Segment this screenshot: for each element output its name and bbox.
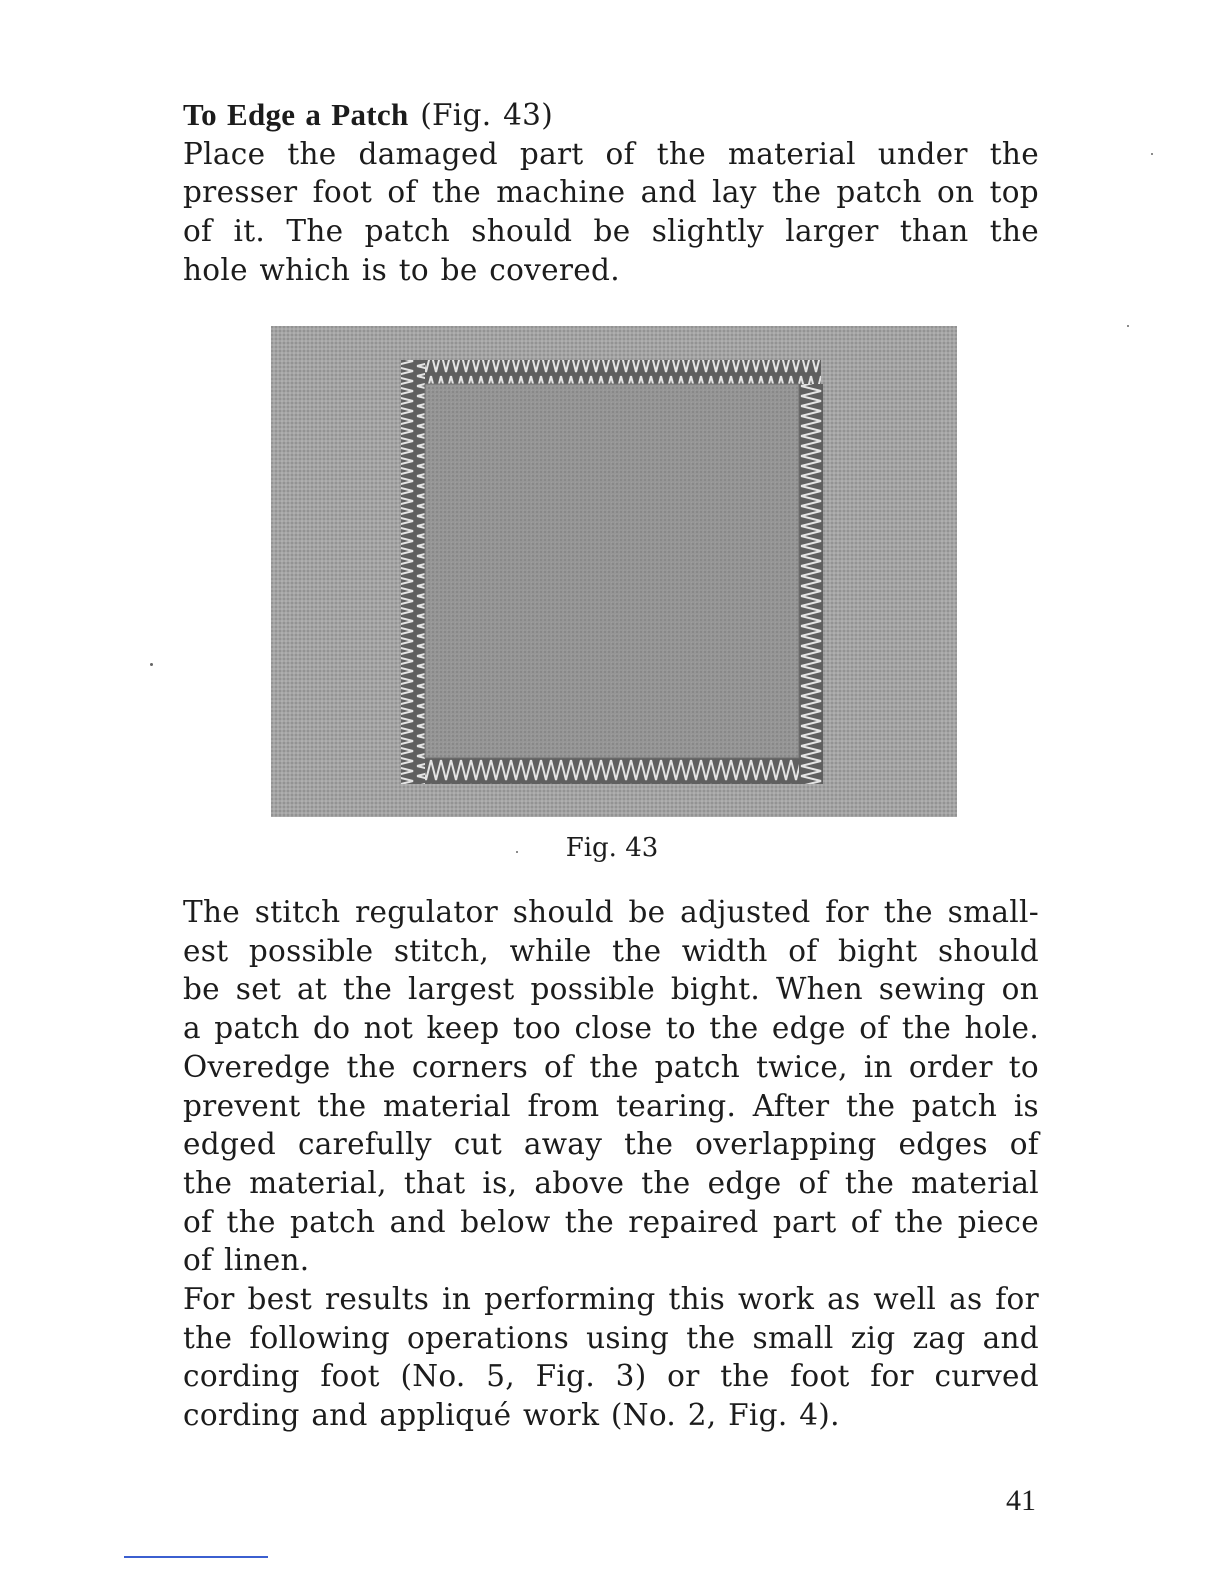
patch-fabric xyxy=(401,360,821,784)
body-line: The stitch regulator should be adjusted for the small- xyxy=(183,895,1039,929)
scan-speck xyxy=(516,851,518,853)
body-line: a patch do not keep too close to the edge of the hole. xyxy=(183,1011,1039,1046)
intro-line: of it. The patch should be slightly larger than the xyxy=(183,214,1039,249)
body-line: Overedge the corners of the patch twice, in order to xyxy=(183,1049,1039,1084)
intro-line: presser foot of the machine and lay the patch on top xyxy=(183,175,1039,210)
intro-section xyxy=(183,96,1039,290)
heading-figure-ref: (Fig. 43) xyxy=(420,98,554,132)
body-line: est possible stitch, while the width of bight should xyxy=(183,933,1039,968)
body-line: edged carefully cut away the overlapping edges of xyxy=(183,1127,1039,1162)
zigzag-stitch-bottom xyxy=(401,758,821,784)
body-line: cording and appliqué work (No. 2, Fig. 4). xyxy=(183,1398,840,1433)
body-line: For best results in performing this work as well as for xyxy=(183,1282,1039,1317)
figure-caption: Fig. 43 xyxy=(565,833,659,863)
zigzag-stitch-right xyxy=(799,384,823,784)
body-line: cording foot (No. 5, Fig. 3) or the foot for curved xyxy=(183,1359,1039,1394)
scan-speck xyxy=(150,663,153,666)
section-heading xyxy=(183,96,1039,135)
zigzag-stitch-top xyxy=(401,360,821,384)
scan-speck xyxy=(1151,153,1153,155)
intro-line: Place the damaged part of the material under the xyxy=(183,136,1039,171)
scan-speck xyxy=(1127,325,1129,327)
body-section xyxy=(183,893,1039,1435)
body-line: prevent the material from tearing. After the patch is xyxy=(183,1088,1039,1123)
body-line: the following operations using the small zig zag and xyxy=(183,1320,1039,1355)
body-line: the material, that is, above the edge of the material xyxy=(183,1165,1039,1200)
body-line: be set at the largest possible bight. When sewing on xyxy=(183,972,1039,1007)
heading-title: To Edge a Patch xyxy=(183,97,409,132)
intro-line: hole which is to be covered. xyxy=(183,252,620,287)
page-number: 41 xyxy=(1006,1484,1036,1517)
body-line: of the patch and below the repaired part of the piece xyxy=(183,1204,1039,1239)
bottom-rule xyxy=(124,1556,268,1558)
zigzag-stitch-left xyxy=(401,360,425,784)
figure-patch-photo xyxy=(271,326,957,817)
body-line: of linen. xyxy=(183,1243,310,1278)
